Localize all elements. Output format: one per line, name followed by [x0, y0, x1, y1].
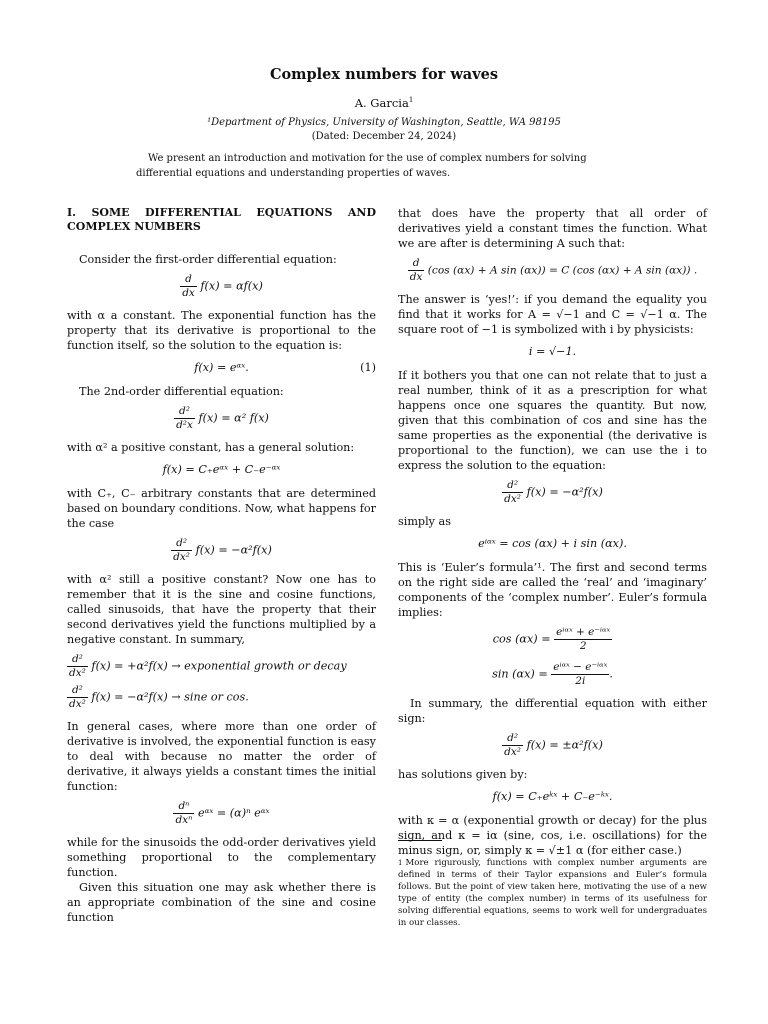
- paragraph: with α² still a positive constant? Now one has to remember that it is the sine and cosine functions, called sinusoids, that have the property that their second derivatives yield the functions multiplied by a negative constant. In summary,: [67, 573, 376, 646]
- footnote-divider: [398, 840, 442, 841]
- derivative-fraction: [171, 537, 192, 564]
- paragraph: The 2nd-order differential equation:: [79, 385, 284, 398]
- paragraph: while for the sinusoids the odd-order derivatives yield something proportional to the complementary function.: [67, 836, 376, 879]
- equation-cos-identity: [398, 626, 707, 653]
- equation-summary-negative: [67, 684, 376, 711]
- equation-rhs: (cos (αx) + A sin (αx)) = C (cos (αx) + A sin (αx)) .: [427, 264, 698, 277]
- footnote-mark: 1: [398, 859, 403, 867]
- equation-i-definition: i = √−1.: [528, 345, 577, 358]
- derivative-fraction: [408, 257, 425, 284]
- author-line: [0, 96, 768, 110]
- equation-general-solution: f(x) = C₊eᵅˣ + C₋e⁻ᵅˣ: [162, 463, 281, 476]
- frac-numerator: d: [408, 257, 425, 271]
- derivative-fraction: [502, 479, 523, 506]
- frac-numerator: d²: [171, 537, 192, 551]
- equation-lhs: sin (αx) =: [492, 667, 548, 681]
- paragraph: with α a constant. The exponential function has the property that its derivative is proportional to the function itself, so the solution to the equation is:: [67, 309, 376, 352]
- equation-euler: eⁱᵅˣ = cos (αx) + i sin (αx).: [478, 537, 627, 550]
- derivative-fraction: [173, 800, 194, 827]
- date-line: (Dated: December 24, 2024): [311, 131, 457, 142]
- paragraph: In summary, the differential equation with either sign:: [398, 697, 707, 725]
- derivative-fraction: [67, 653, 88, 680]
- equation-sin-identity: [398, 661, 707, 688]
- paragraph: has solutions given by:: [398, 768, 528, 781]
- equation-rhs: f(x) = ±α²f(x): [526, 738, 603, 752]
- footnote: [398, 857, 707, 929]
- equation-rhs: f(x) = +α²f(x) → exponential growth or decay: [91, 659, 347, 673]
- frac-numerator: d²: [174, 405, 195, 419]
- frac-denominator: dx: [409, 271, 423, 283]
- frac-numerator: eⁱᵅˣ − e⁻ⁱᵅˣ: [553, 661, 608, 673]
- equation-1: [67, 359, 376, 376]
- equation-rhs: f(x) = −α²f(x) → sine or cos.: [91, 690, 249, 704]
- equation-combination: [398, 257, 707, 284]
- equation-summary-positive: [67, 653, 376, 680]
- equation-number: (1): [360, 361, 376, 374]
- equation-rhs: eᵅˣ = (α)ⁿ eᵅˣ: [197, 806, 270, 820]
- frac-denominator: dx²: [504, 493, 522, 505]
- frac-denominator: 2: [579, 640, 587, 652]
- frac-denominator: dx²: [69, 667, 86, 679]
- identity-fraction: [551, 661, 609, 688]
- abstract: We present an introduction and motivation for the use of complex numbers for solving differential equations and understanding properties of waves.: [136, 153, 587, 179]
- equation-nth-derivative: [67, 800, 376, 827]
- affiliation: ¹Department of Physics, University of Washington, Seattle, WA 98195: [207, 117, 561, 128]
- equation-rhs: f(x) = −α²f(x): [526, 485, 603, 499]
- frac-numerator: d²: [502, 479, 523, 493]
- paragraph: The answer is ‘yes!’: if you demand the equality you find that it works for A = √−1 and C = √−1 α. The square root of −1 is symbolized with i by physicists:: [398, 293, 707, 336]
- paragraph: with C₊, C₋ arbitrary constants that are determined based on boundary conditions. Now, what happens for the case: [67, 487, 376, 530]
- paragraph: that does have the property that all order of derivatives yield a constant times the function. What we are after is determining A such that:: [398, 207, 707, 250]
- frac-denominator: dx²: [173, 551, 191, 563]
- frac-numerator: d: [180, 273, 197, 287]
- derivative-fraction: [180, 273, 197, 300]
- paragraph: Consider the first-order differential equation:: [79, 253, 337, 266]
- equation-period: .: [609, 667, 613, 681]
- paragraph: If it bothers you that one can not relate that to just a real number, think of it as a prescription for what happens once one squares the quantity. But now, given that this combination of cos and sine has the same properties as the exponential (the derivative is proportional to the function), we can use the i to express the solution to the equation:: [398, 369, 707, 472]
- equation-rhs: f(x) = −α²f(x): [195, 543, 272, 557]
- author-name: A. Garcia: [354, 96, 409, 110]
- footnote-text: More rigurously, functions with complex number arguments are defined in terms of their Taylor expansions and Euler’s formula follows. But the point of view taken here, motivating the use of a new type of entity (the complex number) in terms of its usefulness for solving differential equations, seems to work well for undergraduates in our classes.: [398, 858, 707, 928]
- frac-denominator: 2i: [575, 675, 586, 687]
- right-column: [398, 206, 707, 858]
- equation-lhs: cos (αx) =: [492, 632, 551, 646]
- paragraph: with α² a positive constant, has a general solution:: [67, 441, 355, 454]
- frac-denominator: dxⁿ: [175, 814, 193, 826]
- frac-numerator: d²: [502, 732, 523, 746]
- equation-rhs: f(x) = α² f(x): [198, 411, 269, 425]
- paragraph: This is ‘Euler’s formula’¹. The first and second terms on the right side are called the ‘real’ and ‘imaginary’ components of the ‘complex number’. Euler’s formula implies:: [398, 561, 707, 619]
- equation-negative: [67, 537, 376, 564]
- left-column: [67, 206, 376, 925]
- frac-numerator: dⁿ: [173, 800, 194, 814]
- paragraph: simply as: [398, 515, 451, 528]
- derivative-fraction: [502, 732, 523, 759]
- paper-title: Complex numbers for waves: [269, 66, 499, 83]
- frac-numerator: eⁱᵅˣ + e⁻ⁱᵅˣ: [556, 626, 611, 638]
- frac-denominator: dx²: [69, 698, 86, 710]
- derivative-fraction: [67, 684, 88, 711]
- identity-fraction: [554, 626, 612, 653]
- frac-denominator: dx: [182, 287, 195, 299]
- frac-numerator: d²: [67, 653, 88, 667]
- equation-rhs: f(x) = αf(x): [200, 279, 263, 293]
- author-superscript: 1: [408, 96, 414, 105]
- equation-negative-restated: [398, 479, 707, 506]
- equation-kappa-solution: f(x) = C₊eᵏˣ + C₋e⁻ᵏˣ.: [492, 790, 613, 803]
- paragraph: In general cases, where more than one order of derivative is involved, the exponential function is easy to deal with because no matter the order of derivative, it always yields a constant times the initial function:: [67, 720, 376, 793]
- equation-first-order: [67, 273, 376, 300]
- section-heading: I. SOME DIFFERENTIAL EQUATIONS AND COMPLEX NUMBERS: [67, 206, 376, 233]
- frac-denominator: dx²: [504, 746, 522, 758]
- equation-either-sign: [398, 732, 707, 759]
- paragraph: with κ = α (exponential growth or decay) for the plus sign, and κ = iα (sine, cos, i.e. oscillations) for the minus sign, or, simply κ = √±1 α (for either case.): [398, 814, 707, 857]
- paragraph: Given this situation one may ask whether there is an appropriate combination of the sine and cosine function: [67, 881, 376, 924]
- frac-denominator: d²x: [176, 419, 193, 431]
- equation-text: f(x) = eᵅˣ.: [194, 361, 249, 374]
- frac-numerator: d²: [67, 684, 88, 698]
- derivative-fraction: [174, 405, 195, 432]
- equation-second-order: [67, 405, 376, 432]
